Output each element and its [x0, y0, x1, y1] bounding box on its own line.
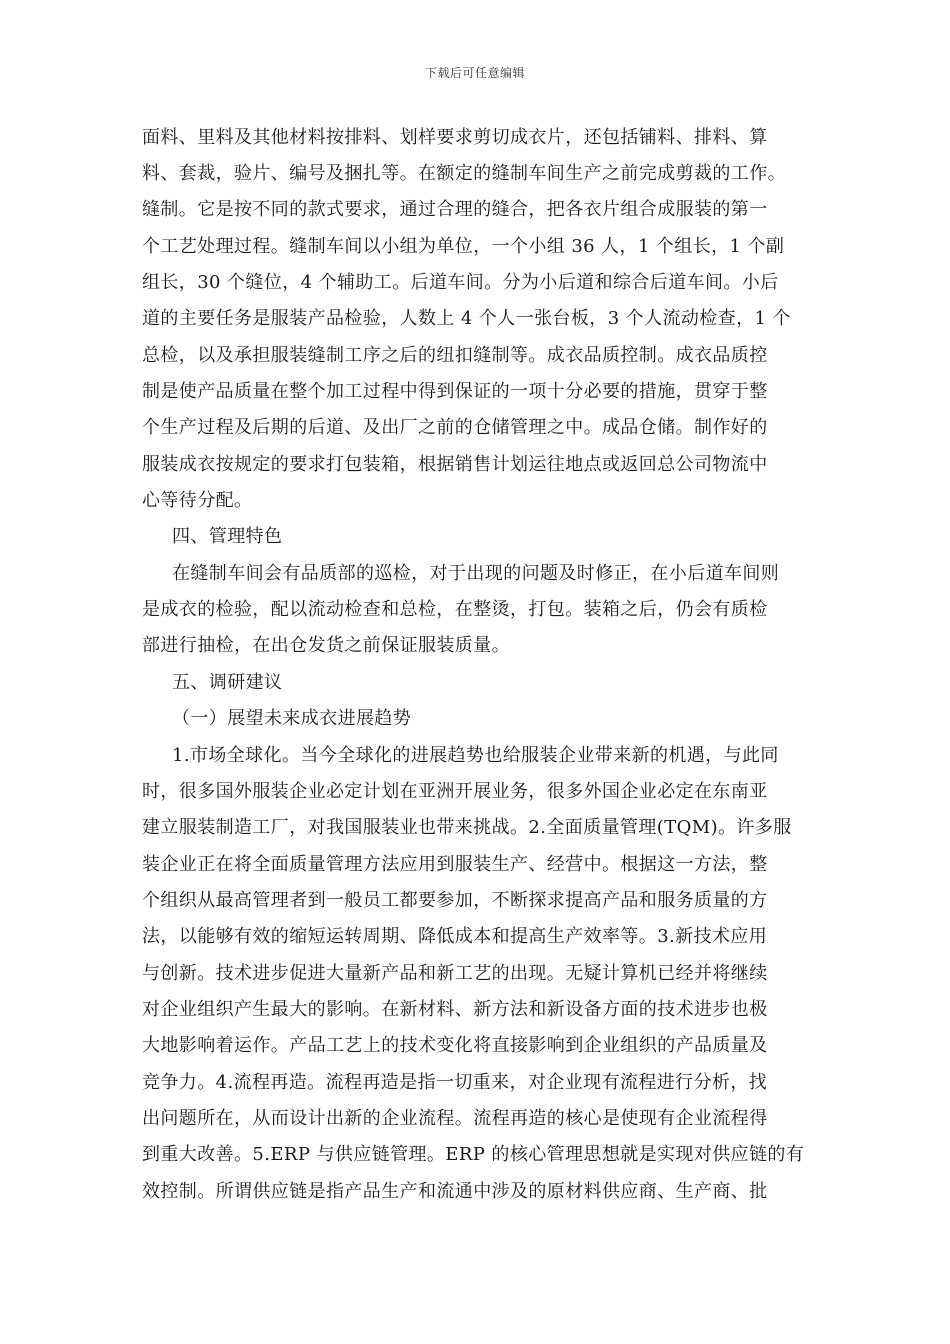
section-heading: 五、调研建议 — [172, 672, 283, 693]
text-line: 效控制。所谓供应链是指产品生产和流通中涉及的原材料供应商、生产商、批 — [142, 1181, 768, 1202]
text-line: 到重大改善。5.ERP 与供应链管理。ERP 的核心管理思想就是实现对供应链的有 — [142, 1144, 805, 1165]
text-line: 个工艺处理过程。缝制车间以小组为单位，一个小组 36 人，1 个组长，1 个副 — [142, 236, 785, 257]
text-line: 总检，以及承担服装缝制工序之后的纽扣缝制等。成衣品质控制。成衣品质控 — [142, 345, 768, 366]
text-line: 部进行抽检，在出仓发货之前保证服装质量。 — [142, 635, 510, 656]
page-header: 下载后可任意编辑 — [424, 66, 525, 80]
text-line: 装企业正在将全面质量管理方法应用到服装生产、经营中。根据这一方法，整 — [142, 854, 768, 875]
text-line: 个组织从最高管理者到一般员工都要参加，不断探求提高产品和服务质量的方 — [142, 890, 768, 911]
text-line: 对企业组织产生最大的影响。在新材料、新方法和新设备方面的技术进步也极 — [142, 999, 768, 1020]
text-line: 竞争力。4.流程再造。流程再造是指一切重来，对企业现有流程进行分析，找 — [142, 1072, 768, 1093]
text-line: 组长，30 个缝位，4 个辅助工。后道车间。分为小后道和综合后道车间。小后 — [142, 272, 779, 293]
text-line: 心等待分配。 — [142, 490, 253, 511]
text-line: 出问题所在，从而设计出新的企业流程。流程再造的核心是使现有企业流程得 — [142, 1108, 768, 1129]
text-line: 大地影响着运作。产品工艺上的技术变化将直接影响到企业组织的产品质量及 — [142, 1035, 768, 1056]
subsection-heading: （一）展望未来成衣进展趋势 — [172, 708, 412, 729]
text-line: 与创新。技术进步促进大量新产品和新工艺的出现。无疑计算机已经并将继续 — [142, 963, 768, 984]
text-line: 服装成衣按规定的要求打包装箱，根据销售计划运往地点或返回总公司物流中 — [142, 454, 768, 475]
text-line: 是成衣的检验，配以流动检查和总检，在整烫，打包。装箱之后，仍会有质检 — [142, 599, 768, 620]
text-line: 料、套裁，验片、编号及捆扎等。在额定的缝制车间生产之前完成剪裁的工作。 — [142, 163, 786, 184]
text-line: 在缝制车间会有品质部的巡检，对于出现的问题及时修正，在小后道车间则 — [172, 563, 780, 584]
text-line: 制是使产品质量在整个加工过程中得到保证的一项十分必要的措施，贯穿于整 — [142, 381, 768, 402]
text-line: 1.市场全球化。当今全球化的进展趋势也给服装企业带来新的机遇，与此同 — [172, 745, 779, 766]
text-line: 缝制。它是按不同的款式要求，通过合理的缝合，把各衣片组合成服装的第一 — [142, 199, 768, 220]
section-heading: 四、管理特色 — [172, 526, 283, 547]
text-line: 道的主要任务是服装产品检验，人数上 4 个人一张台板，3 个人流动检查，1 个 — [142, 308, 791, 329]
text-line: 时，很多国外服装企业必定计划在亚洲开展业务，很多外国企业必定在东南亚 — [142, 781, 768, 802]
text-line: 建立服装制造工厂，对我国服装业也带来挑战。2.全面质量管理(TQM)。许多服 — [142, 817, 792, 838]
text-line: 个生产过程及后期的后道、及出厂之前的仓储管理之中。成品仓储。制作好的 — [142, 417, 768, 438]
text-line: 法，以能够有效的缩短运转周期、降低成本和提高生产效率等。3.新技术应用 — [142, 926, 768, 947]
text-line: 面料、里料及其他材料按排料、划样要求剪切成衣片，还包括铺料、排料、算 — [142, 127, 768, 148]
